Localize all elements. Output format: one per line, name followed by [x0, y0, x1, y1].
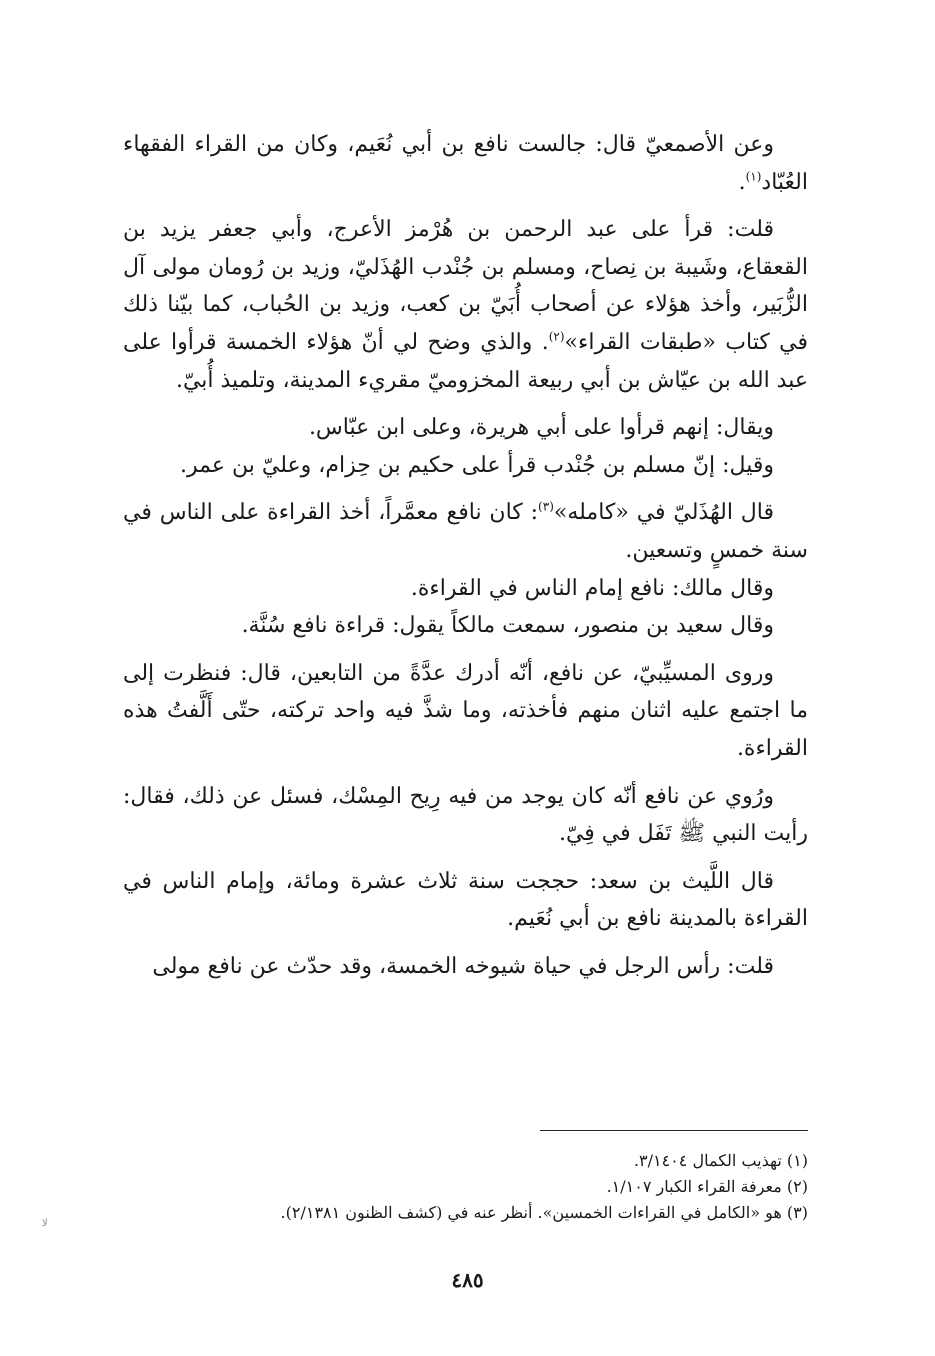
paragraph-said: وقال سعيد بن منصور، سمعت مالكاً يقول: قراءة نافع سُنَّة.: [241, 613, 774, 639]
paragraph-qila: وقيل: إنّ مسلم بن جُنْدب قرأ على حكيم بن حِزام، وعليّ بن عمر.: [180, 452, 774, 478]
paragraph-tail: : كان نافع معمَّراً، أخذ القراءة على الناس في سنة خمسٍ وتسعين.: [123, 500, 808, 563]
paragraph-text: قلت: قرأ على عبد الرحمن بن هُرْمز الأعرج، وأبي جعفر يزيد بن القعقاع، وشَيبة بن نِصاح، ومسلم بن جُنْدب الهُذَليّ، وزيد بن رُومان مولى آل الزُّبَير، وأخذ هؤلاء عن أصحاب أُبَيّ بن كعب، وزيد بن الحُباب، كما بيّنا ذلك في كتاب «طبقات القراء»: [123, 217, 808, 355]
paragraph-layth: قال اللَّيث بن سعد: حججت سنة ثلاث عشرة ومائة، وإمام الناس في القراءة بالمدينة نافع بن أبي نُعَيم.: [123, 868, 808, 932]
footnotes: [123, 1148, 808, 1226]
paragraph-tail: . والذي وضح لي أنّ هؤلاء الخمسة قرأوا على عبد الله بن عيّاش بن أبي ربيعة المخزوميّ مقريء المدينة، وتلميذ أُبيّ.: [123, 329, 808, 393]
footnote-divider: [540, 1130, 808, 1131]
footnote-ref-1: (١): [745, 169, 762, 184]
paragraph-qultu: قلت: رأس الرجل في حياة شيوخه الخمسة، وقد حدّث عن نافع مولى: [152, 953, 774, 979]
paragraph-asmaii: [123, 126, 808, 201]
footnote-ref-3: (٣): [538, 500, 554, 515]
footnote-3: (٣) هو «الكامل في القراءات الخمسين». أنظر عنه في (كشف الظنون ٢/١٣٨١).: [280, 1203, 808, 1222]
main-text: [123, 126, 808, 995]
paragraph-misk: ورُوي عن نافع أنّه كان يوجد من فيه رِيح المِسْك، فسئل عن ذلك، فقال: رأيت النبي ﷺ تَفَل في فِيّ.: [123, 783, 808, 847]
paragraph-teachers: [123, 211, 808, 399]
paragraph-text: قال الهُذَليّ في «كامله»: [553, 500, 774, 526]
paragraph-tail: .: [738, 169, 746, 195]
footnote-1: (١) تهذيب الكمال ٣/١٤٠٤.: [633, 1151, 808, 1170]
paragraph-text: وعن الأصمعيّ قال: جالست نافع بن أبي نُعَيم، وكان من القراء الفقهاء العُبّاد: [123, 132, 808, 195]
paragraph-yuqal: ويقال: إنهم قرأوا على أبي هريرة، وعلى ابن عبّاس.: [308, 415, 774, 441]
footnote-2: (٢) معرفة القراء الكبار ١/١٠٧.: [606, 1177, 808, 1196]
paragraph-musayyibi: وروى المسيِّبيّ، عن نافع، أنّه أدرك عدَّةً من التابعين، قال: فنظرت إلى ما اجتمع عليه اثنان منهم فأخذته، وما شذَّ فيه واحد تركته، حتّى أَلَّفتُ هذه القراءة.: [123, 660, 808, 761]
paragraph-hudhali: [123, 494, 808, 569]
page-number: ٤٨٥: [451, 1268, 484, 1292]
footnote-ref-2: (٢): [548, 329, 565, 344]
paragraph-malik: وقال مالك: نافع إمام الناس في القراءة.: [410, 575, 774, 601]
margin-mark: ﻻ: [42, 1218, 48, 1229]
